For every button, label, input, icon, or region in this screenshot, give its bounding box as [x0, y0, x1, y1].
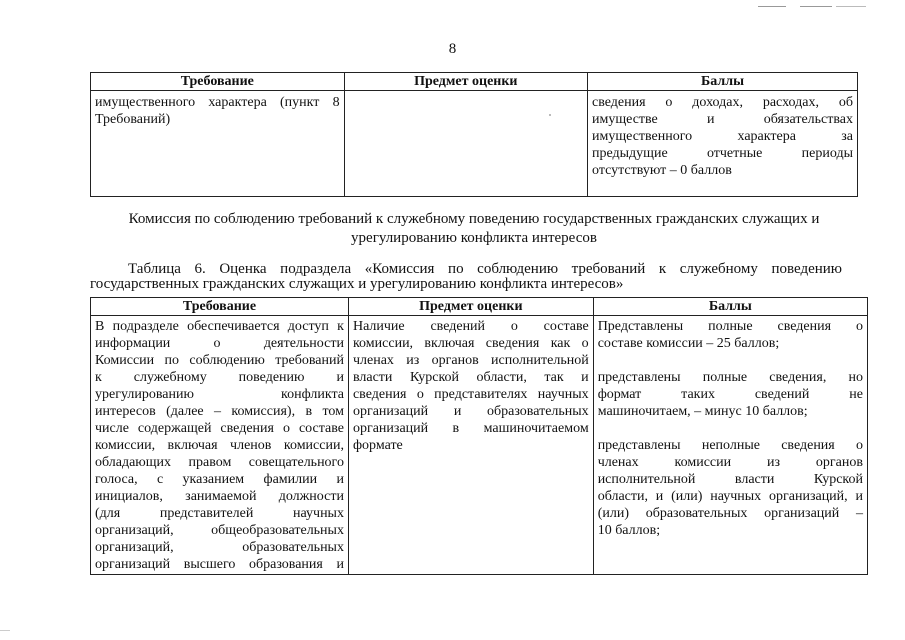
- cell-line: формат таких сведений не: [597, 387, 863, 402]
- scan-mark: [836, 6, 866, 7]
- cell-line: составе комиссии – 25 баллов;: [597, 336, 780, 351]
- cell-line: информации о деятельности: [95, 336, 344, 351]
- cell-line: организаций высшего образования и: [95, 557, 344, 572]
- cell-line: отсутствуют – 0 баллов: [592, 163, 732, 178]
- section-heading: [90, 210, 858, 248]
- cell-line: числе содержащей сведения о составе: [95, 421, 344, 436]
- cell-line: предыдущие отчетные периоды: [592, 146, 853, 161]
- subject-cell: [344, 91, 587, 197]
- section-heading-line: Комиссия по соблюдению требований к служебному поведению государственных гражданских служащих и: [128, 211, 820, 227]
- cell-line: инициалов, занимаемой должности: [95, 489, 344, 504]
- cell-line: Представлены полные сведения о: [597, 319, 863, 334]
- cell-line: имущественного характера за: [592, 129, 853, 144]
- requirement-cell: [91, 91, 345, 197]
- cell-line: комиссии, включая сведения как о: [352, 336, 589, 351]
- header-subject: Предмет оценки: [344, 73, 587, 91]
- cell-line: сведения о доходах, расходах, об: [592, 95, 853, 110]
- points-cell: [593, 316, 867, 575]
- cell-line: сведения о представителях научных: [352, 387, 589, 402]
- scan-mark: [800, 6, 832, 7]
- scan-mark: [758, 6, 786, 7]
- table-header-row: [91, 73, 858, 91]
- cell-line: формате: [352, 438, 403, 453]
- cell-line: к служебному поведению и: [95, 370, 344, 385]
- cell-line: членах из органов исполнительной: [352, 353, 589, 368]
- cell-line: организаций и образовательных: [352, 404, 589, 419]
- cell-line: 10 баллов;: [597, 523, 661, 538]
- paragraph-gap: [598, 420, 863, 437]
- cell-line: организаций в машиночитаемом: [352, 421, 589, 436]
- header-points: Баллы: [593, 298, 867, 316]
- cell-line: обладающих правом совещательного: [95, 455, 344, 470]
- cell-line: представлены неполные сведения о: [597, 438, 863, 453]
- continued-requirements-table: [90, 72, 858, 197]
- header-subject: Предмет оценки: [348, 298, 593, 316]
- cell-line: Требований): [95, 112, 171, 127]
- cell-line: Комиссии по соблюдению требований: [95, 353, 344, 368]
- cell-line: власти Курской области, так и: [352, 370, 589, 385]
- header-points: Баллы: [588, 73, 858, 91]
- cell-line: членах комиссии из органов: [597, 455, 863, 470]
- table-row: [91, 91, 858, 197]
- cell-line: организаций, общеобразовательных: [95, 523, 344, 538]
- header-requirement: Требование: [91, 73, 345, 91]
- header-requirement: Требование: [91, 298, 349, 316]
- scan-corner-marks: [0, 6, 905, 12]
- section-heading-line: урегулированию конфликта интересов: [351, 230, 597, 246]
- subject-cell: [348, 316, 593, 575]
- cell-line: В подразделе обеспечивается доступ к: [95, 319, 344, 334]
- cell-line: комиссии, включая членов комиссии,: [95, 438, 344, 453]
- cell-line: организаций, образовательных: [95, 540, 344, 555]
- scan-speck: [549, 114, 551, 116]
- page-number: 8: [448, 41, 457, 57]
- requirement-cell: [91, 316, 349, 575]
- table-header-row: [91, 298, 868, 316]
- cell-line: урегулированию конфликта: [95, 387, 344, 402]
- commission-evaluation-table: [90, 297, 868, 575]
- scan-mark: [0, 630, 10, 631]
- cell-line: представлены полные сведения, но: [597, 370, 863, 385]
- cell-line: (или) образовательных организаций –: [597, 506, 863, 521]
- cell-line: Наличие сведений о составе: [352, 319, 589, 334]
- cell-line: интересов (далее – комиссия), в том: [95, 404, 344, 419]
- cell-line: имущественного характера (пункт 8: [95, 95, 340, 110]
- cell-line: области, и (или) научных организаций, и: [597, 489, 863, 504]
- cell-line: имуществе и обязательствах: [592, 112, 853, 127]
- table-row: [91, 316, 868, 575]
- cell-line: голоса, с указанием фамилии и: [95, 472, 344, 487]
- paragraph-gap: [598, 352, 863, 369]
- points-cell: [588, 91, 858, 197]
- table-caption: Таблица 6. Оценка подраздела «Комиссия по соблюдению требований к служебному поведению государственных гражданских служащих и урегулированию конфликта интересов»: [90, 261, 842, 292]
- cell-line: исполнительной власти Курской: [597, 472, 863, 487]
- cell-line: (для представителей научных: [95, 506, 344, 521]
- cell-line: машиночитаем, – минус 10 баллов;: [597, 404, 808, 419]
